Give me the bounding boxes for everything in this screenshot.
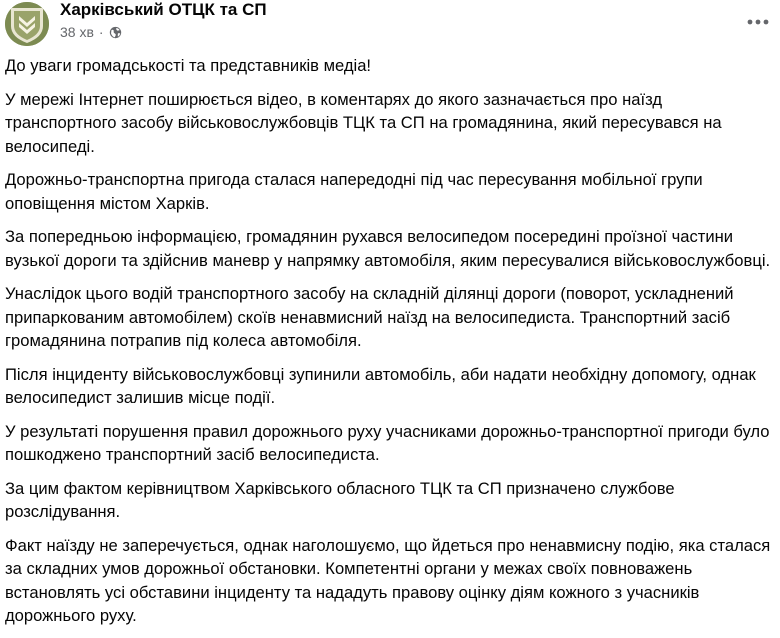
post-timestamp[interactable]: 38 хв (60, 24, 94, 40)
post-paragraph: За попередньою інформацією, громадянин рухався велосипедом посередині проїзної частини вузької дороги та здійснив маневр у напрямку автомобіля, яким пересувалися військовослужбовці. (5, 227, 771, 270)
post-paragraph: Після інциденту військовослужбовці зупинили автомобіль, аби надати необхідну допомогу, однак велосипедист залишив місце події. (5, 364, 756, 407)
post-paragraph: За цим фактом керівництвом Харківського обласного ТЦК та СП призначено службове розслідування. (5, 478, 675, 521)
post-paragraph: До уваги громадськості та представників медіа! (5, 56, 372, 75)
more-horizontal-icon (747, 19, 769, 25)
globe-icon (109, 26, 122, 39)
post-paragraph: Унаслідок цього водій транспортного засобу на складній ділянці дороги (поворот, ускладнений припаркованим автомобілем) скоїв ненавмисний наїзд на велосипедиста. Транспортний засіб громадянина потрапив під колеса автомобіля. (5, 284, 734, 350)
post-paragraph: У мережі Інтернет поширюється відео, в коментарях до якого зазначається про наїзд транспортного засобу військовослужбовців ТЦК та СП на громадянина, який пересувався на велосипеді. (5, 89, 722, 156)
avatar[interactable] (5, 2, 49, 46)
emblem-icon (5, 2, 49, 46)
post-paragraph: Дорожньо-транспортна пригода сталася напередодні під час пересування мобільної групи оповіщення містом Харків. (5, 170, 703, 213)
post-paragraph: Факт наїзду не заперечується, однак наголошуємо, що йдеться про ненавмисну подію, яка сталася за складних умов дорожньої обстановки. Компетентні органи у межах своїх повноважень встановлять усі обставини інциденту та нададуть правову оцінку діям кожного з учасників дорожнього руху. (5, 535, 771, 625)
post-body (5, 54, 775, 638)
meta-separator: · (98, 24, 104, 40)
more-options-button[interactable] (742, 10, 774, 34)
post-meta (60, 24, 122, 40)
page-title[interactable]: Харківський ОТЦК та СП (60, 0, 267, 19)
post-paragraph: У результаті порушення правил дорожнього руху учасниками дорожньо-транспортної пригоди було пошкоджено транспортний засіб велосипедиста. (5, 421, 770, 464)
post-header (4, 0, 776, 48)
